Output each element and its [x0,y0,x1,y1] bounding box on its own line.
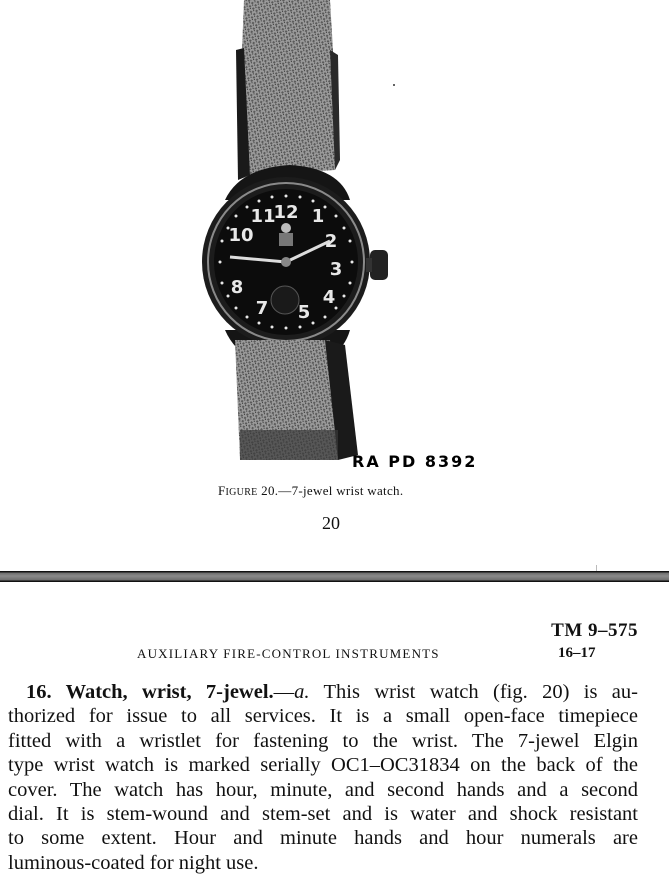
svg-text:3: 3 [329,259,343,280]
subparagraph-marker: a. [294,681,310,703]
svg-text:2: 2 [324,231,338,252]
plate-label: RA PD 8392 [352,452,478,471]
lower-strap [235,340,358,460]
text-line: type wrist watch is marked serially OC1–OC31834 on the back of the [8,754,638,777]
svg-text:11: 11 [250,206,276,227]
text-line: cover. The watch has hour, minute, and second hands and a second [8,778,638,801]
section-heading: 16. Watch, wrist, 7-jewel. [26,681,274,703]
upper-strap [236,0,340,180]
svg-text:1: 1 [311,206,325,227]
svg-text:5: 5 [297,302,311,323]
svg-text:10: 10 [228,225,254,246]
svg-text:12: 12 [273,202,299,223]
svg-text:8: 8 [230,277,244,298]
wrist-watch-illustration [180,0,420,460]
section-body [8,680,638,875]
svg-text:7: 7 [255,298,269,319]
seconds-subdial [271,286,299,314]
text-line: fitted with a wristlet for fastening to the wrist. The 7-jewel Elgin [8,729,638,752]
figure-caption: FIGURE 20.—7-jewel wrist watch. [218,483,404,498]
text-line: thorized for issue to all services. It is a small open-face timepiece [8,705,638,728]
text-line: luminous-coated for night use. [8,851,259,874]
paragraph-range: 16–17 [558,645,596,661]
text-line: dial. It is stem-wound and stem-set and is water and shock resistant [8,803,638,826]
page-number: 20 [322,513,340,533]
scan-speck [393,84,395,86]
text-line: 16. Watch, wrist, 7-jewel.—a. This wrist watch (fig. 20) is au- [26,681,638,703]
technical-manual-number: TM 9–575 [551,620,638,641]
text-line: to some extent. Hour and minute hands and hour numerals are [8,827,638,850]
running-head-title: AUXILIARY FIRE-CONTROL INSTRUMENTS [137,646,440,661]
page-separator [0,571,669,582]
svg-text:4: 4 [322,287,336,308]
crown-icon [370,250,388,280]
